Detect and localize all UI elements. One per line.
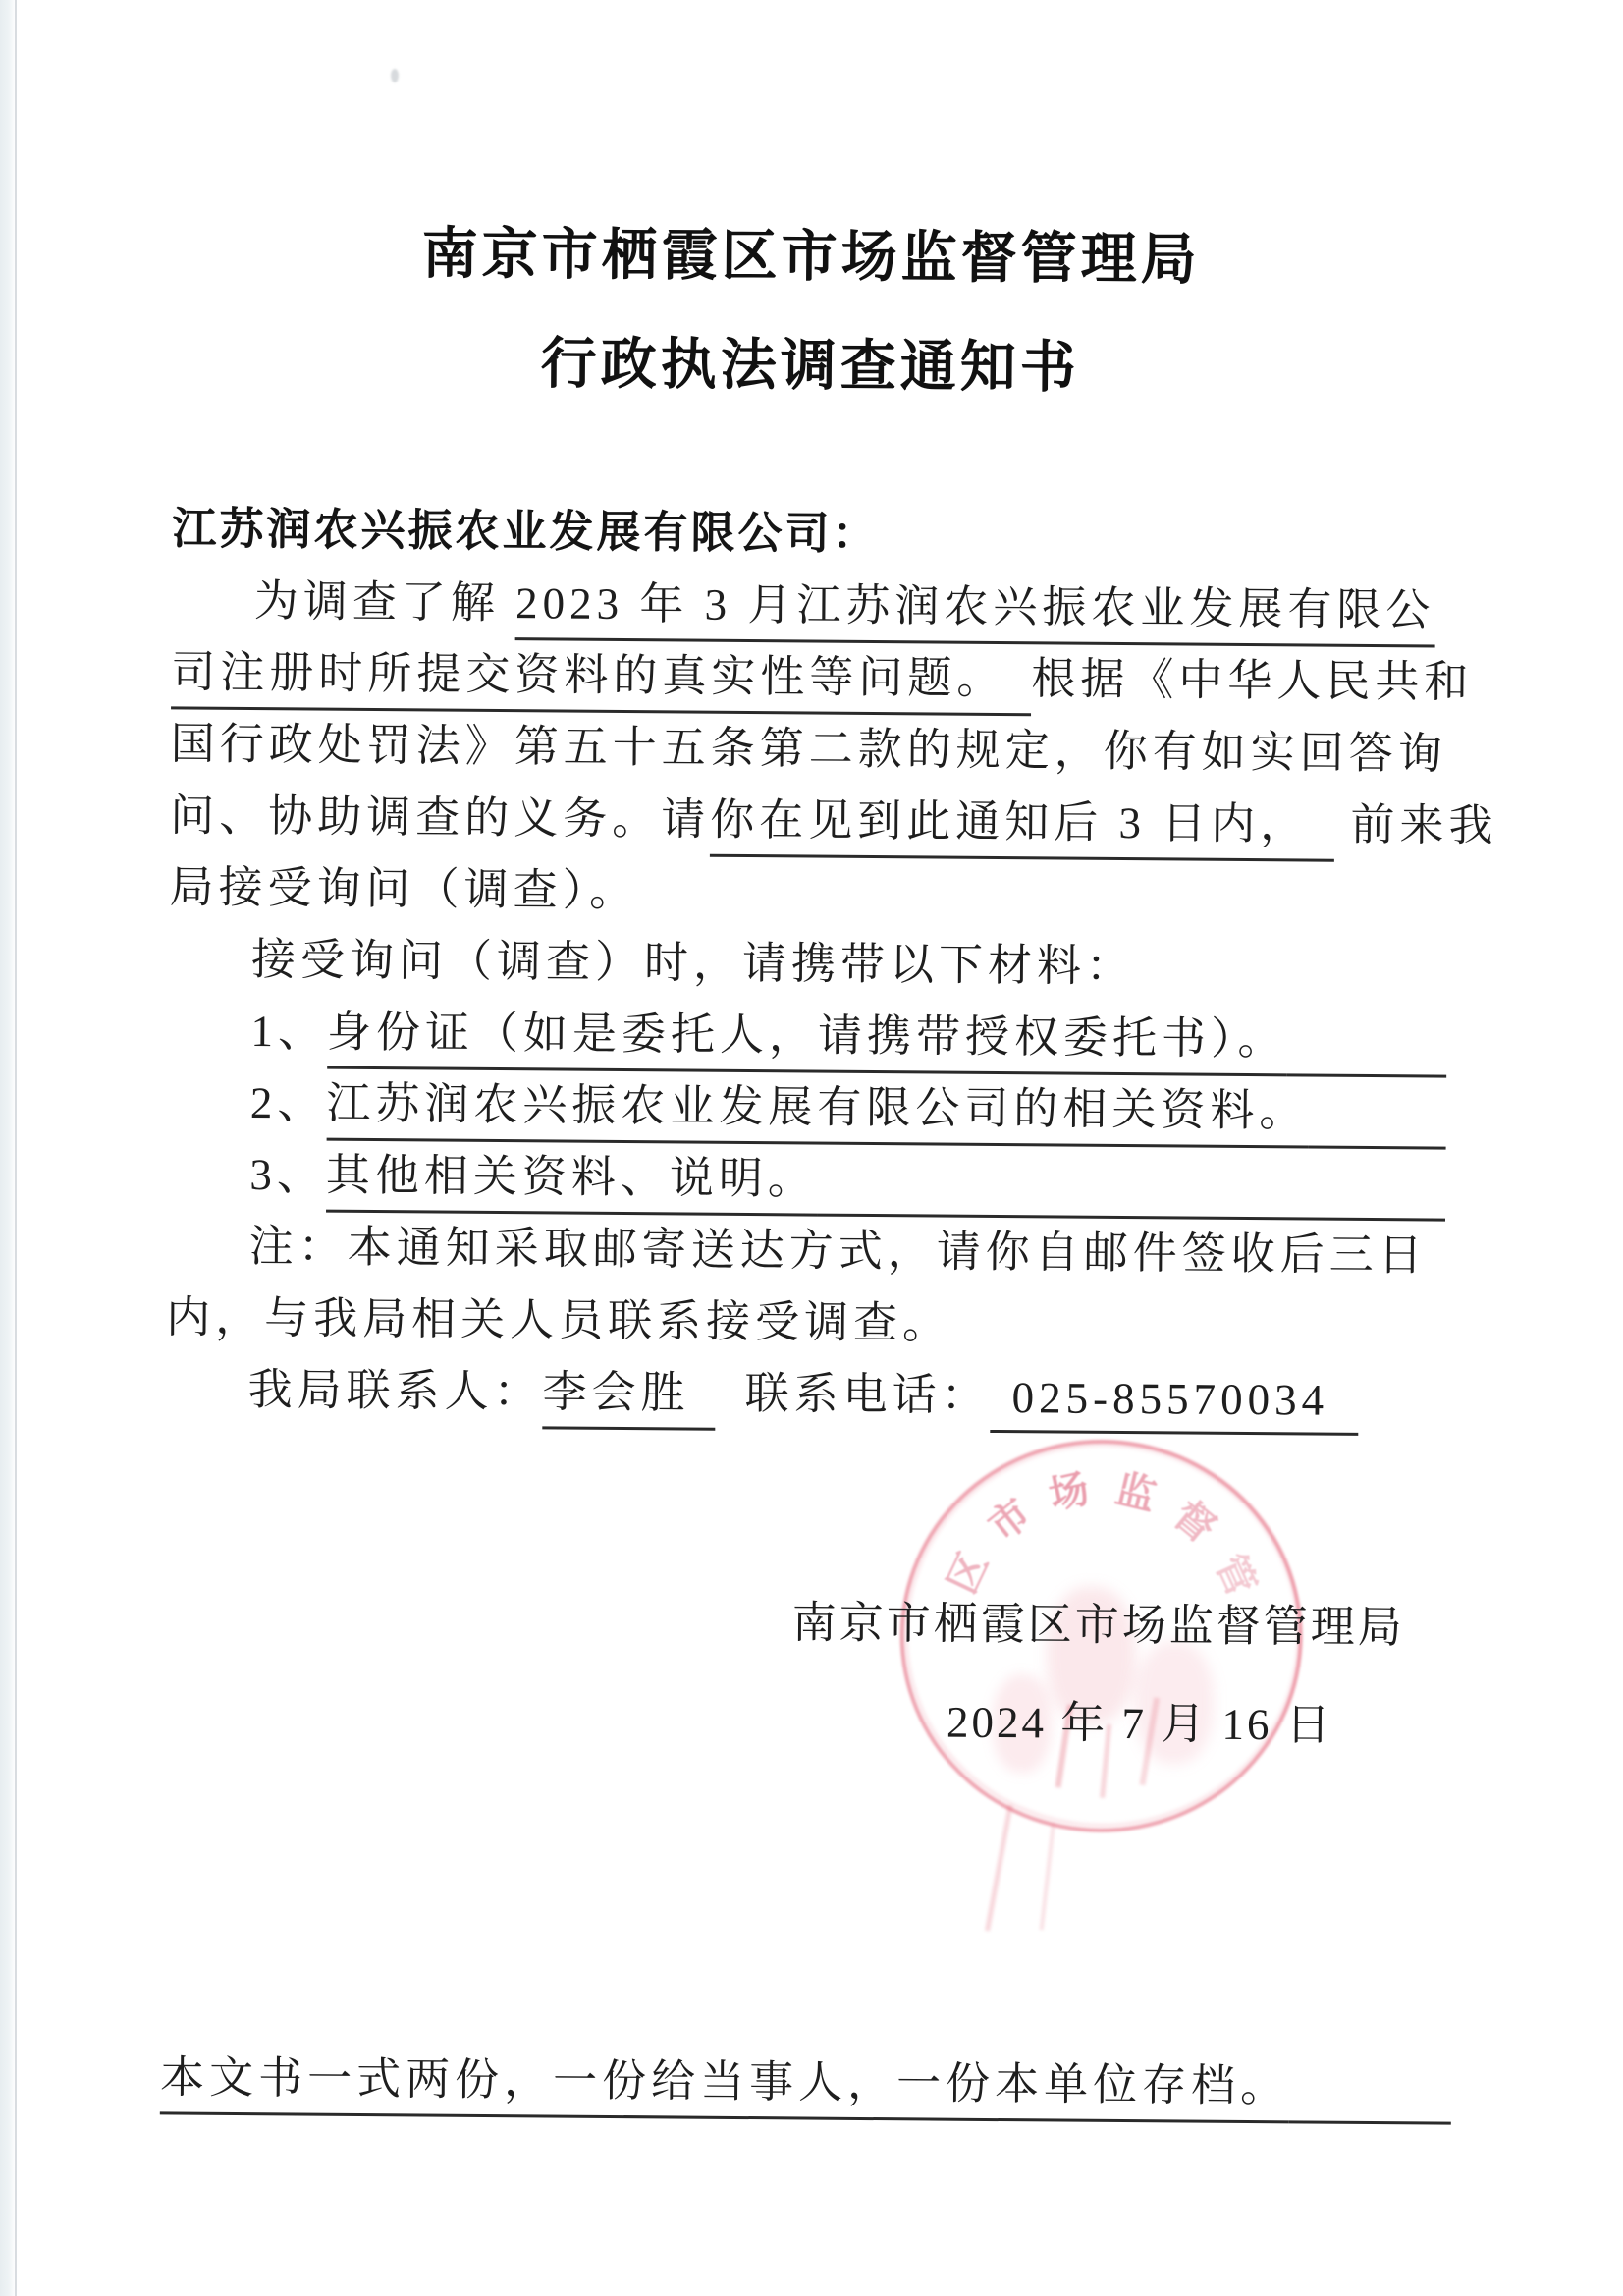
seal-arc-char: 场 xyxy=(1045,1466,1094,1518)
body-text-segment: 为调查了解 xyxy=(253,576,516,629)
item-number: 1、 xyxy=(250,1007,328,1057)
seal-arc-char: 督 xyxy=(1165,1492,1224,1552)
addressee-line: 江苏润农兴振农业发展有限公司： xyxy=(172,503,880,560)
material-item-2 xyxy=(168,1067,1447,1149)
underlined-fill-in: 身份证（如是委托人，请携带授权委托书）。 xyxy=(327,996,1287,1077)
material-item-3 xyxy=(167,1139,1446,1221)
document-title-type: 行政执法调查通知书 xyxy=(540,332,1081,400)
seal-ink-drip xyxy=(1040,1825,1055,1931)
seal-arc-char: 管 xyxy=(1207,1548,1264,1603)
underlined-fill-in: 江苏润农兴振农业发展有限公司的相关资料。 xyxy=(326,1067,1309,1149)
body-line-5 xyxy=(169,852,1448,934)
body-text-segment: 局接受询问（调查）。 xyxy=(169,862,639,916)
note-line-2 xyxy=(166,1283,1445,1364)
underlined-fill-in: 你在见到此通知后 3 日内， xyxy=(710,784,1335,862)
note-line-1 xyxy=(166,1211,1445,1292)
body-text-segment: 接受询问（调查）时，请携带以下材料： xyxy=(250,935,1136,992)
seal-arc-char: 区 xyxy=(940,1546,997,1601)
phone-label: 联系电话： xyxy=(744,1369,991,1420)
signature-date: 2024 年 7 月 16 日 xyxy=(946,1697,1333,1750)
document-title-agency: 南京市栖霞区市场监督管理局 xyxy=(421,222,1201,292)
contact-name-fill-in: 李会胜 xyxy=(542,1355,716,1430)
ruled-line xyxy=(1286,1070,1446,1077)
item-number: 3、 xyxy=(249,1150,327,1200)
contact-line xyxy=(165,1354,1444,1436)
material-item-1 xyxy=(168,996,1447,1077)
body-line-4 xyxy=(170,781,1498,862)
underlined-fill-in: 司注册时所提交资料的真实性等问题。 xyxy=(171,635,1032,716)
contact-label: 我局联系人： xyxy=(247,1365,543,1417)
footer-distribution-note xyxy=(160,2041,1452,2124)
body-line-1 xyxy=(172,566,1451,647)
seal-arc-char: 市 xyxy=(981,1491,1039,1550)
body-text-segment: 根据《中华人民共和 xyxy=(1031,654,1474,707)
body-text-segment: 前来我 xyxy=(1333,799,1498,851)
body-text xyxy=(165,566,1498,1436)
body-line-2 xyxy=(171,637,1474,719)
body-line-3 xyxy=(170,709,1449,791)
ruled-line xyxy=(1308,1143,1446,1150)
ruled-line xyxy=(1289,2117,1451,2124)
signature-agency: 南京市栖霞区市场监督管理局 xyxy=(791,1598,1405,1653)
seal-arc-char: 监 xyxy=(1111,1467,1161,1519)
underlined-fill-in: 2023 年 3 月江苏润农兴振农业发展有限公 xyxy=(515,567,1435,647)
item-number: 2、 xyxy=(249,1078,327,1128)
body-text-segment: 问、协助调查的义务。请 xyxy=(170,791,711,845)
underlined-footer-text: 本文书一式两份，一份给当事人，一份本单位存档。 xyxy=(160,2041,1290,2123)
seal-ink-drip xyxy=(985,1805,1012,1932)
phone-number-fill-in: 025-85570034 xyxy=(990,1372,1358,1436)
paragraph-indent xyxy=(165,1426,247,1427)
body-text-segment: 国行政处罚法》第五十五条第二款的规定，你有如实回答询 xyxy=(170,719,1447,779)
body-text-segment: 内，与我局相关人员联系接受调查。 xyxy=(165,1292,952,1348)
body-line-6 xyxy=(169,924,1448,1006)
underlined-fill-in: 其他相关资料、说明。 xyxy=(326,1139,818,1217)
body-text-segment: 注：本通知采取邮寄送达方式，请你自邮件签收后三日 xyxy=(248,1222,1428,1281)
